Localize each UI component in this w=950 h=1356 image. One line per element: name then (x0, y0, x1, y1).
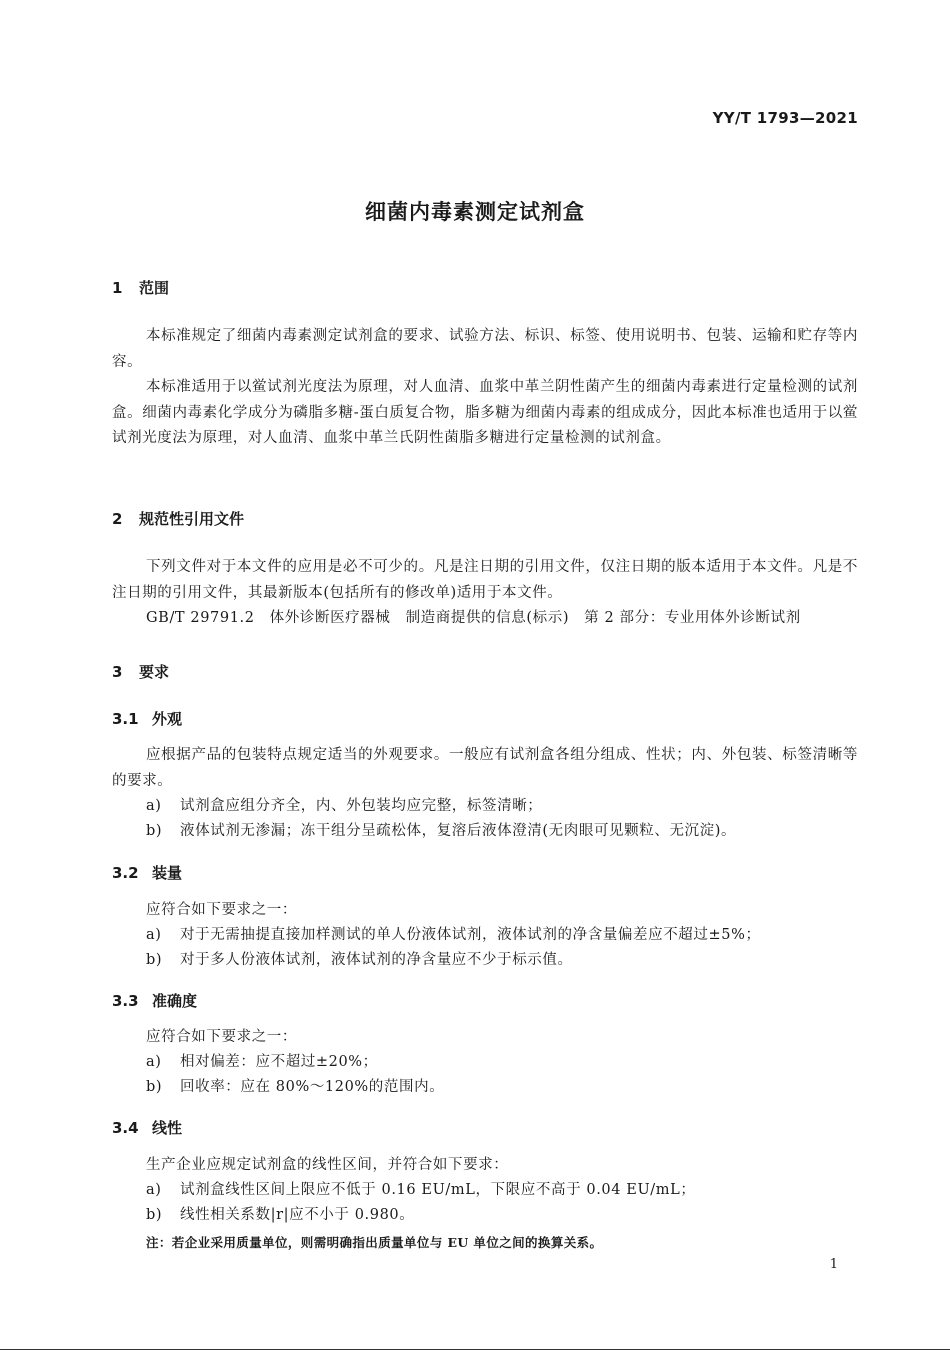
list-item-text: 回收率：应在 80%～120%的范围内。 (180, 1079, 445, 1095)
section-number: 2 (112, 510, 123, 528)
section-number: 1 (112, 279, 123, 297)
list-item-text: 对于无需抽提直接加样测试的单人份液体试剂，液体试剂的净含量偏差应不超过±5%； (180, 927, 761, 943)
section-title: 范围 (139, 279, 170, 297)
list-item-text: 试剂盒线性区间上限应不低于 0.16 EU/mL，下限应不高于 0.04 EU/mL； (180, 1182, 696, 1198)
section-2-paragraph: 下列文件对于本文件的应用是必不可少的。凡是注日期的引用文件，仅注日期的版本适用于本文件。凡是不注日期的引用文件，其最新版本(包括所有的修改单)适用于本文件。 (112, 559, 858, 601)
list-item-text: 线性相关系数|r|应不小于 0.980。 (180, 1207, 415, 1223)
section-number: 3.4 (112, 1119, 139, 1137)
page-number: 1 (829, 1257, 838, 1272)
list-item-label: a) (146, 1054, 162, 1070)
list-item-label: a) (146, 798, 162, 814)
list-item-text: 试剂盒应组分齐全，内、外包装均应完整，标签清晰； (180, 798, 543, 814)
section-number: 3.1 (112, 710, 139, 728)
list-item-label: a) (146, 1182, 162, 1198)
normative-reference: GB/T 29791.2 体外诊断医疗器械 制造商提供的信息(标示) 第 2 部分：专业用体外诊断试剂 (146, 610, 801, 626)
section-title: 规范性引用文件 (139, 510, 245, 528)
section-3-3-heading (112, 990, 197, 1011)
section-3-4-heading (112, 1117, 182, 1138)
list-item (146, 1050, 378, 1076)
section-3-heading (112, 661, 169, 682)
list-item (146, 923, 761, 949)
section-number: 3.3 (112, 992, 139, 1010)
section-title: 外观 (152, 710, 183, 728)
section-title: 准确度 (152, 992, 198, 1010)
standard-number: YY/T 1793—2021 (712, 109, 858, 127)
list-item-text: 液体试剂无渗漏；冻干组分呈疏松体，复溶后液体澄清(无肉眼可见颗粒、无沉淀)。 (180, 823, 737, 839)
section-number: 3.2 (112, 864, 139, 882)
section-3-1-heading (112, 708, 182, 729)
section-title: 要求 (139, 663, 170, 681)
section-3-3-paragraph: 应符合如下要求之一： (146, 1029, 297, 1045)
list-item (146, 819, 736, 845)
note: 注：若企业采用质量单位，则需明确指出质量单位与 EU 单位之间的换算关系。 (146, 1235, 603, 1250)
list-item (146, 794, 542, 820)
list-item-label: b) (146, 952, 163, 968)
list-item (146, 1203, 414, 1229)
list-item-label: a) (146, 927, 162, 943)
list-item-label: b) (146, 1207, 163, 1223)
list-item (146, 1075, 444, 1101)
section-3-1-paragraph: 应根据产品的包装特点规定适当的外观要求。一般应有试剂盒各组分组成、性状；内、外包装、标签清晰等的要求。 (112, 747, 858, 789)
section-2-heading (112, 508, 244, 529)
document-title: 细菌内毒素测定试剂盒 (365, 200, 585, 224)
section-title: 装量 (152, 864, 183, 882)
list-item (146, 1178, 695, 1204)
section-1-heading (112, 277, 169, 298)
list-item-text: 相对偏差：应不超过±20%； (180, 1054, 378, 1070)
list-item-label: b) (146, 1079, 163, 1095)
page-bottom-edge (0, 1349, 950, 1350)
section-3-4-paragraph: 生产企业应规定试剂盒的线性区间，并符合如下要求： (146, 1157, 509, 1173)
section-3-2-heading (112, 862, 182, 883)
section-3-2-paragraph: 应符合如下要求之一： (146, 902, 297, 918)
list-item-text: 对于多人份液体试剂，液体试剂的净含量应不少于标示值。 (180, 952, 573, 968)
section-number: 3 (112, 663, 123, 681)
list-item-label: b) (146, 823, 163, 839)
section-1-paragraph-1: 本标准规定了细菌内毒素测定试剂盒的要求、试验方法、标识、标签、使用说明书、包装、运输和贮存等内容。 (112, 328, 858, 370)
section-1-paragraph-2: 本标准适用于以鲎试剂光度法为原理，对人血清、血浆中革兰阴性菌产生的细菌内毒素进行定量检测的试剂盒。细菌内毒素化学成分为磷脂多糖-蛋白质复合物，脂多糖为细菌内毒素的组成成分，因此本标准也适用于以鲎试剂光度法为原理，对人血清、血浆中革兰氏阴性菌脂多糖进行定量检测的试剂盒。 (112, 379, 858, 446)
section-title: 线性 (152, 1119, 183, 1137)
list-item (146, 948, 573, 974)
